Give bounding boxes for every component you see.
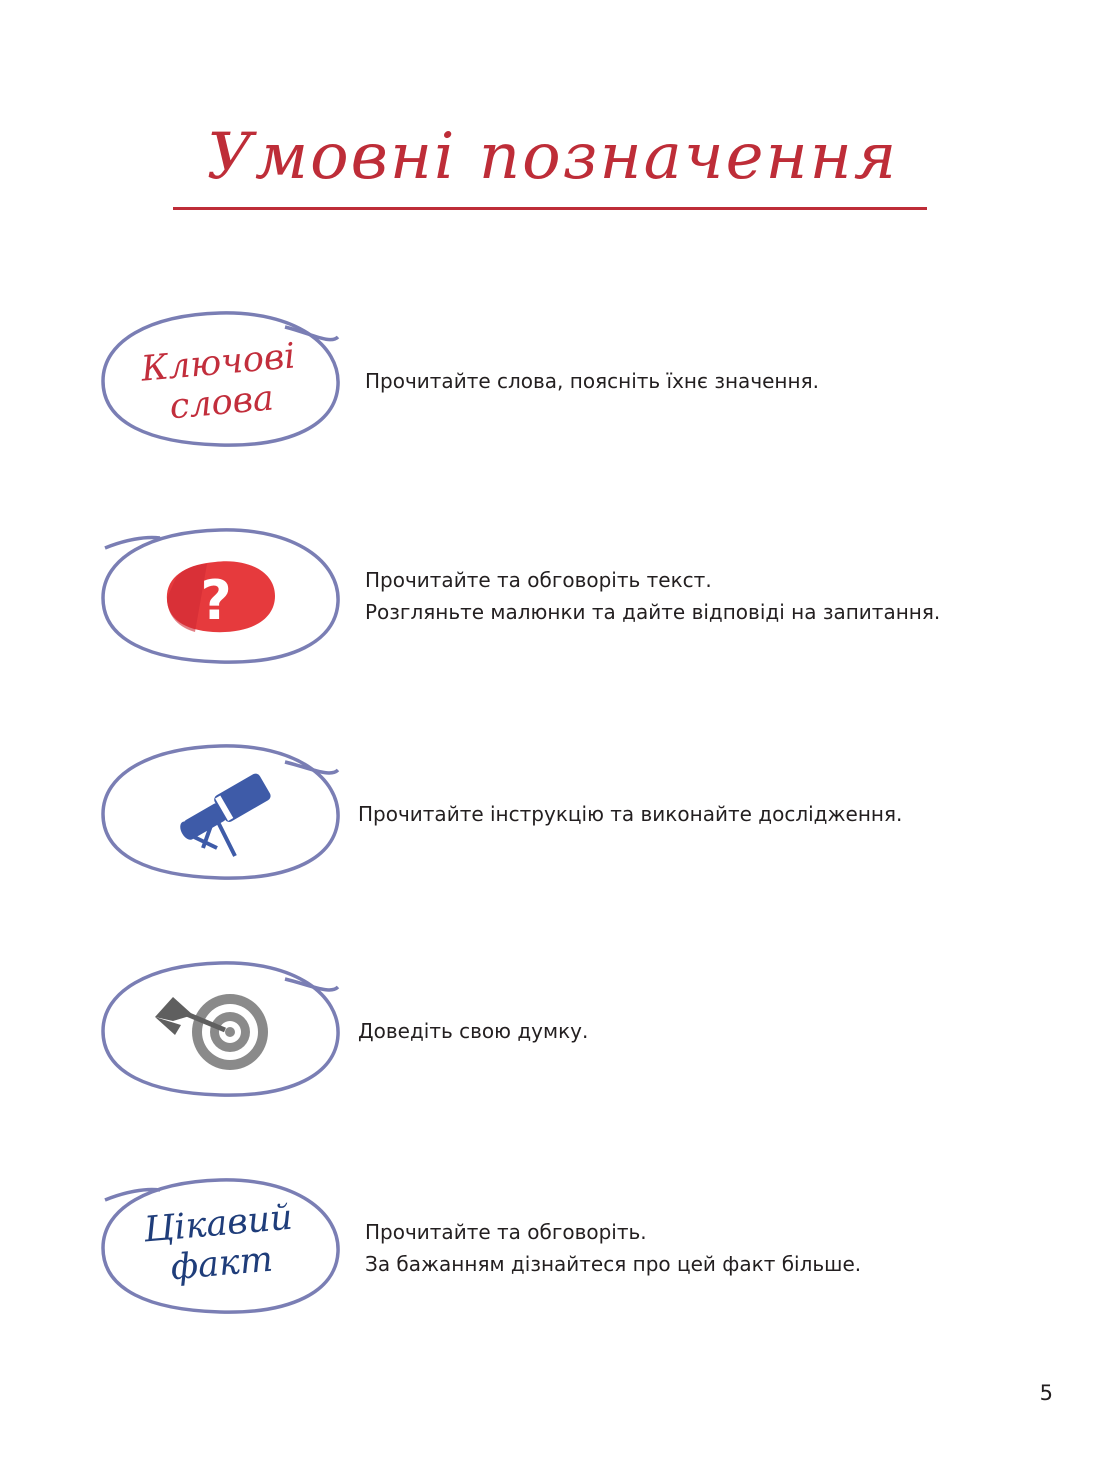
target-arrow-icon bbox=[95, 955, 345, 1105]
legend-description bbox=[358, 798, 902, 830]
legend-description bbox=[365, 365, 819, 397]
legend-description bbox=[365, 564, 940, 628]
title-underline bbox=[173, 207, 927, 210]
research-badge bbox=[95, 738, 345, 888]
description-line2: Розгляньте малюнки та дайте відповіді на запитання. bbox=[365, 600, 941, 624]
legend-description bbox=[358, 1015, 588, 1047]
description-line2: За бажанням дізнайтеся про цей факт більше. bbox=[365, 1252, 862, 1276]
page-number: 5 bbox=[1039, 1381, 1053, 1405]
legend-item-keywords bbox=[95, 305, 1045, 455]
svg-text:?: ? bbox=[200, 569, 232, 632]
telescope-icon bbox=[95, 738, 345, 888]
legend-item-question bbox=[95, 522, 1045, 672]
description-line1: Прочитайте інструкцію та виконайте дослідження. bbox=[358, 802, 903, 826]
fact-badge bbox=[95, 1172, 345, 1322]
legend-item-argument bbox=[95, 955, 1045, 1105]
fact-label-line1: Цікавий bbox=[142, 1197, 295, 1251]
legend-item-research bbox=[95, 738, 1045, 888]
description-line1: Доведіть свою думку. bbox=[358, 1019, 589, 1043]
description-line1: Прочитайте слова, поясніть їхнє значення. bbox=[365, 369, 819, 393]
keywords-label-line1: Ключові bbox=[139, 336, 298, 390]
argument-badge bbox=[95, 955, 345, 1105]
keywords-badge bbox=[95, 305, 345, 455]
legend-item-fact bbox=[95, 1172, 1045, 1322]
question-badge bbox=[95, 522, 345, 672]
legend-description bbox=[365, 1216, 861, 1280]
keywords-label-line2: слова bbox=[168, 378, 276, 428]
description-line1: Прочитайте та обговоріть. bbox=[365, 1220, 647, 1244]
fact-label-line2: факт bbox=[169, 1239, 275, 1289]
description-line1: Прочитайте та обговоріть текст. bbox=[365, 568, 712, 592]
page-title: Умовні позначення bbox=[206, 120, 899, 194]
question-mark-icon bbox=[95, 522, 345, 672]
